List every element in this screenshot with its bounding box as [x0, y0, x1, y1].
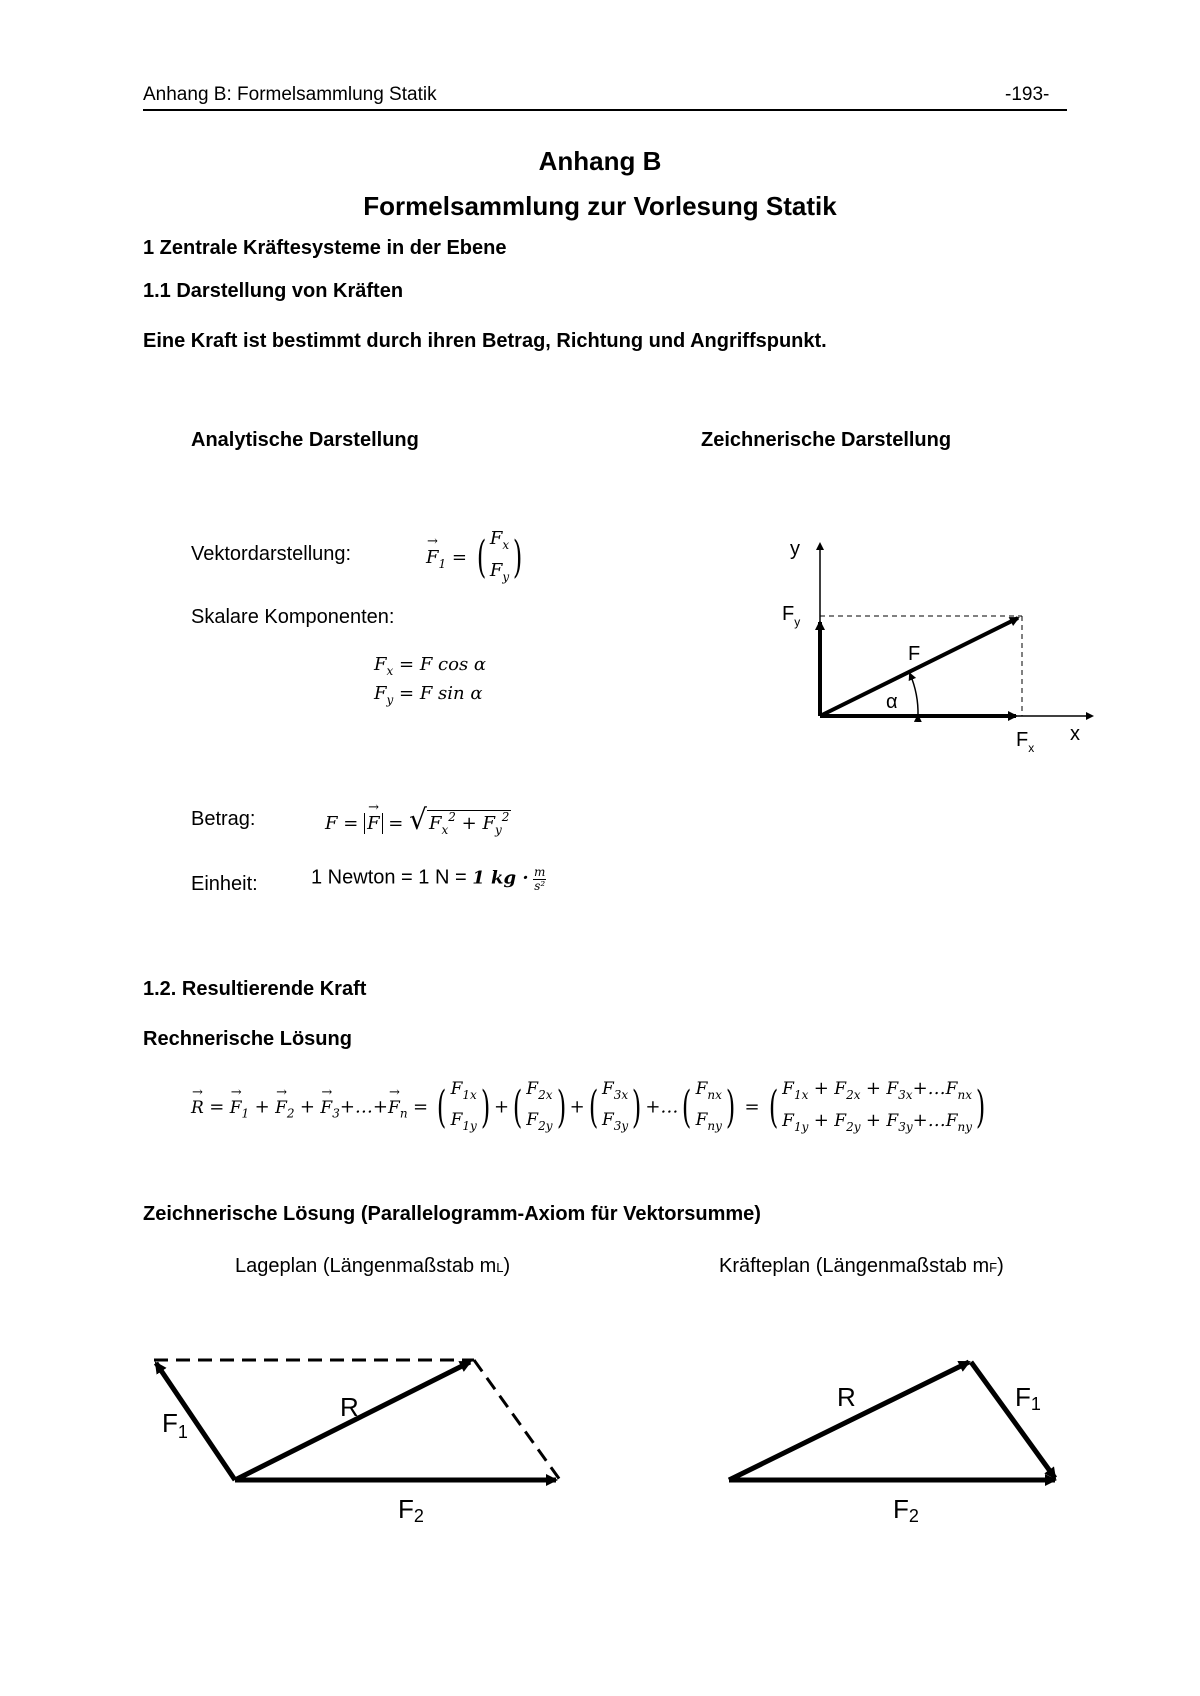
vector-label: Vektordarstellung: [191, 543, 352, 565]
parallel-f1-line [474, 1360, 560, 1480]
magnitude-label: Betrag: [191, 808, 256, 830]
section-heading: 1 Zentrale Kräftesysteme in der Ebene [143, 237, 507, 259]
r-vector [729, 1362, 969, 1480]
fx-label: $F_x$ [1016, 729, 1035, 755]
header-rule [143, 109, 1067, 111]
f1-vector [971, 1362, 1055, 1478]
analytic-heading: Analytische Darstellung [191, 429, 419, 451]
force-triangle-diagram [715, 1340, 1075, 1540]
fx-formula: $F_x = F$ cos α [374, 654, 487, 678]
column-vector: ( $F_x$ $F_y$ ) [476, 528, 523, 584]
page-number: -193- [1005, 84, 1050, 105]
r-label: R [837, 1382, 856, 1412]
parallelogram-diagram [140, 1340, 580, 1540]
vector-formula: → $F_1$ = ( $F_x$ $F_y$ ) [426, 526, 526, 590]
fy-label: $F_y$ [782, 603, 801, 629]
definition-statement: Eine Kraft ist bestimmt durch ihren Betrag, Richtung und Angriffspunkt. [143, 330, 827, 352]
r-label: R [340, 1392, 359, 1422]
appendix-title: Anhang B [538, 146, 662, 176]
f1-label: F1 [1015, 1382, 1041, 1414]
f-vector: → F [426, 547, 439, 568]
running-header: Anhang B: Formelsammlung Statik [143, 84, 437, 105]
graphic-solution-heading: Zeichnerische Lösung (Parallelogramm-Axiom für Vektorsumme) [143, 1203, 761, 1225]
magnitude-formula: F = → F = √ $F_x^2 + F_y^2$ [325, 803, 511, 837]
unit-formula: 1 Newton = 1 N = 1 kg · $\frac{m}{\text{s²}}$ [311, 865, 546, 893]
resultant-formula: → R = → $F_1$ + → $F_2$ + → $F_3+\dots+\to F_n$ = ( $F_{1x}$ $F_{1y}$ ) + ( $F_{2x}$ $F_{2y}$ ) + ( $F_{3x}$ $F_{3y}$ ) +… ( $F_{nx}$ $F_{ny}$ ) = ( $F_{1x} + F_{2x}$ + $F_{3x}+\dots F_{nx}$ $F_{1y} + F_{2y}$ + $F_{3y}+\dots F_{ny}$ ) [191, 1076, 989, 1140]
subsection-heading: 1.1 Darstellung von Kräften [143, 280, 404, 302]
force-plan-label: Kräfteplan (Längenmaßstab mF) [719, 1255, 1004, 1277]
x-axis-label: x [1070, 723, 1080, 745]
f-vector [820, 618, 1018, 716]
unit-label: Einheit: [191, 873, 258, 895]
alpha-label: α [886, 691, 898, 713]
f-label: F [908, 643, 921, 665]
site-plan-label: Lageplan (Längenmaßstab mL) [235, 1255, 511, 1277]
f2-label: F2 [893, 1494, 919, 1526]
components-label: Skalare Komponenten: [191, 606, 395, 628]
section-heading-resultant: 1.2. Resultierende Kraft [143, 978, 367, 1000]
y-axis-label: y [790, 538, 800, 560]
document-title: Formelsammlung zur Vorlesung Statik [363, 191, 837, 221]
f1-label: $F_1$ [162, 1408, 188, 1442]
alpha-arc [910, 674, 918, 716]
f2-label: F2 [398, 1494, 424, 1526]
fy-formula: $F_y = F$ sin α [374, 683, 483, 707]
force-component-diagram [760, 530, 1100, 770]
graphic-heading: Zeichnerische Darstellung [701, 429, 952, 451]
computed-solution-heading: Rechnerische Lösung [143, 1028, 352, 1050]
